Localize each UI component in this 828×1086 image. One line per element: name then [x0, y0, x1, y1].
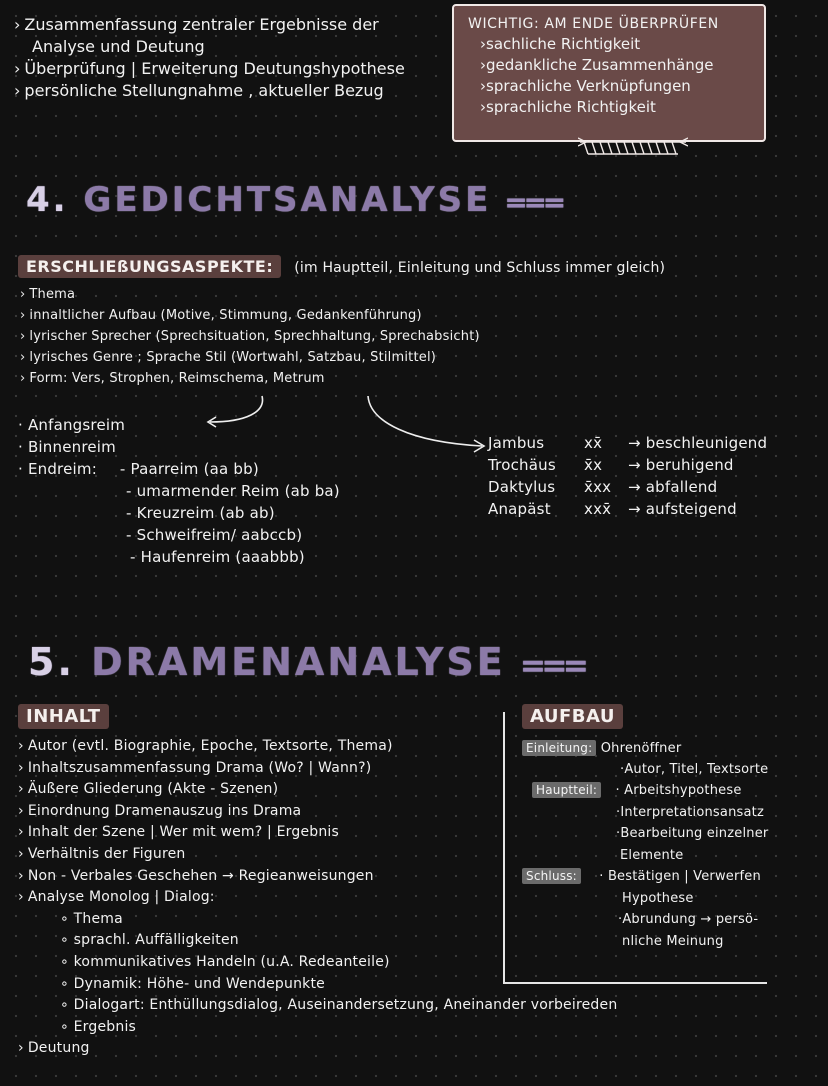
metrum-row: Jambus xx̄ → beschleunigend	[488, 434, 768, 452]
list-item: ·Interpretationsansatz	[616, 804, 764, 820]
section-title: GEDICHTSANALYSE	[83, 180, 492, 220]
aufbau-einleitung	[522, 738, 768, 780]
list-item: Ohrenöffner	[600, 741, 682, 756]
list-item: · Endreim: - Paarreim (aa bb)	[18, 460, 259, 478]
important-item: › sachliche Richtigkeit	[480, 34, 750, 55]
list-item: › Verhältnis der Figuren	[18, 844, 617, 866]
aufbau-label-wrap	[522, 706, 623, 727]
reim-list	[18, 414, 340, 568]
hauptteil-label: Hauptteil:	[532, 782, 601, 798]
list-item: - Kreuzreim (ab ab)	[126, 504, 275, 522]
list-item: · Anfangsreim	[18, 416, 126, 434]
divider-horizontal	[503, 982, 767, 984]
metrum-row: Anapäst xxx̄ → aufsteigend	[488, 500, 737, 518]
list-item: › Deutung	[18, 1038, 617, 1060]
list-item: ·Bearbeitung einzelner	[616, 826, 769, 841]
decor-icon: ⩶	[521, 640, 590, 684]
list-item: - umarmender Reim (ab ba)	[126, 482, 340, 500]
list-item: · Binnenreim	[18, 438, 116, 456]
list-item: ∘ Dialogart: Enthüllungsdialog, Auseinandersetzung, Aneinander vorbeireden	[60, 997, 618, 1014]
list-item: › Äußere Gliederung (Akte - Szenen)	[18, 779, 617, 801]
list-item: › Autor (evtl. Biographie, Epoche, Textsorte, Thema)	[18, 736, 617, 758]
list-item: nliche Meinung	[622, 933, 724, 949]
list-item: › Überprüfung | Erweiterung Deutungshypothese	[14, 58, 405, 80]
list-item: Analyse und Deutung	[32, 37, 205, 56]
list-item: › persönliche Stellungnahme , aktueller Bezug	[14, 80, 405, 102]
aufbau-hauptteil: Hauptteil: · Arbeitshypothese ·Interpretationsansatz ·Bearbeitung einzelner Elemente	[532, 780, 768, 866]
list-item: › Analyse Monolog | Dialog:	[18, 887, 617, 909]
section-5-heading	[28, 640, 590, 685]
aufbau-label: AUFBAU	[522, 704, 623, 729]
list-item: ∘ Dynamik: Höhe- und Wendepunkte	[60, 975, 325, 992]
divider-vertical	[503, 712, 505, 984]
list-item: › Inhalt der Szene | Wer mit wem? | Ergebnis	[18, 822, 617, 844]
section-title: DRAMENANALYSE	[91, 640, 506, 684]
important-item: › gedankliche Zusammenhänge	[480, 55, 750, 76]
aufbau-schluss: Schluss: · Bestätigen | Verwerfen Hypothese ·Abrundung → persö- nliche Meinung	[522, 866, 761, 952]
scribble-decoration	[578, 136, 688, 158]
aspects-note: (im Hauptteil, Einleitung und Schluss immer gleich)	[294, 260, 666, 276]
list-item: Hypothese	[622, 890, 694, 906]
list-item: Elemente	[620, 847, 684, 863]
list-item: ∘ Thema	[60, 910, 123, 927]
list-item: ∘ kommunikatives Handeln (u.A. Redeanteile)	[60, 953, 390, 970]
list-item: - Schweifreim/ aabccb)	[126, 526, 303, 544]
metrum-table	[488, 432, 767, 520]
list-item: ∘ sprachl. Auffälligkeiten	[60, 932, 239, 949]
section-number: 5.	[28, 640, 75, 684]
list-item: › Non - Verbales Geschehen → Regieanweisungen	[18, 866, 617, 888]
summary-list	[14, 14, 405, 102]
metrum-row: Daktylus x̄xx → abfallend	[488, 478, 718, 496]
list-item: ·Abrundung → persö-	[618, 912, 759, 927]
einleitung-label: Einleitung:	[522, 740, 596, 756]
metrum-row: Trochäus x̄x → beruhigend	[488, 456, 734, 474]
list-item: › lyrisches Genre ; Sprache Stil (Wortwahl, Satzbau, Stilmittel)	[20, 347, 480, 368]
list-item: - Haufenreim (aaabbb)	[130, 548, 305, 566]
section-number: 4.	[26, 180, 69, 220]
list-item: › lyrischer Sprecher (Sprechsituation, Sprechhaltung, Sprechabsicht)	[20, 326, 480, 347]
list-item: › Einordnung Dramenauszug ins Drama	[18, 801, 617, 823]
aspects-header	[18, 256, 665, 279]
decor-icon: ⩶	[506, 180, 568, 220]
list-item: › Form: Vers, Strophen, Reimschema, Metrum	[20, 368, 480, 389]
list-item: ∘ Ergebnis	[60, 1018, 137, 1035]
important-item: › sprachliche Verknüpfungen	[480, 76, 750, 97]
list-item: › Zusammenfassung zentraler Ergebnisse der	[14, 14, 405, 36]
important-box	[452, 4, 766, 142]
inhalt-label-wrap	[18, 706, 109, 727]
list-item: Arbeitshypothese	[624, 783, 742, 798]
inhalt-label: INHALT	[18, 704, 109, 729]
aspects-list	[20, 284, 480, 389]
list-item: Bestätigen | Verwerfen	[607, 869, 761, 884]
important-item: › sprachliche Richtigkeit	[480, 97, 750, 118]
list-item: › Inhaltszusammenfassung Drama (Wo? | Wann?)	[18, 758, 617, 780]
important-title: WICHTIG: AM ENDE ÜBERPRÜFEN	[468, 16, 719, 32]
schluss-label: Schluss:	[522, 868, 581, 884]
list-item: › innaltlicher Aufbau (Motive, Stimmung, Gedankenführung)	[20, 305, 480, 326]
list-item: › Thema	[20, 284, 480, 305]
section-4-heading	[26, 180, 567, 220]
aspects-label: ERSCHLIEßUNGSASPEKTE:	[18, 255, 281, 278]
list-item: ·Autor, Titel, Textsorte	[620, 762, 769, 777]
